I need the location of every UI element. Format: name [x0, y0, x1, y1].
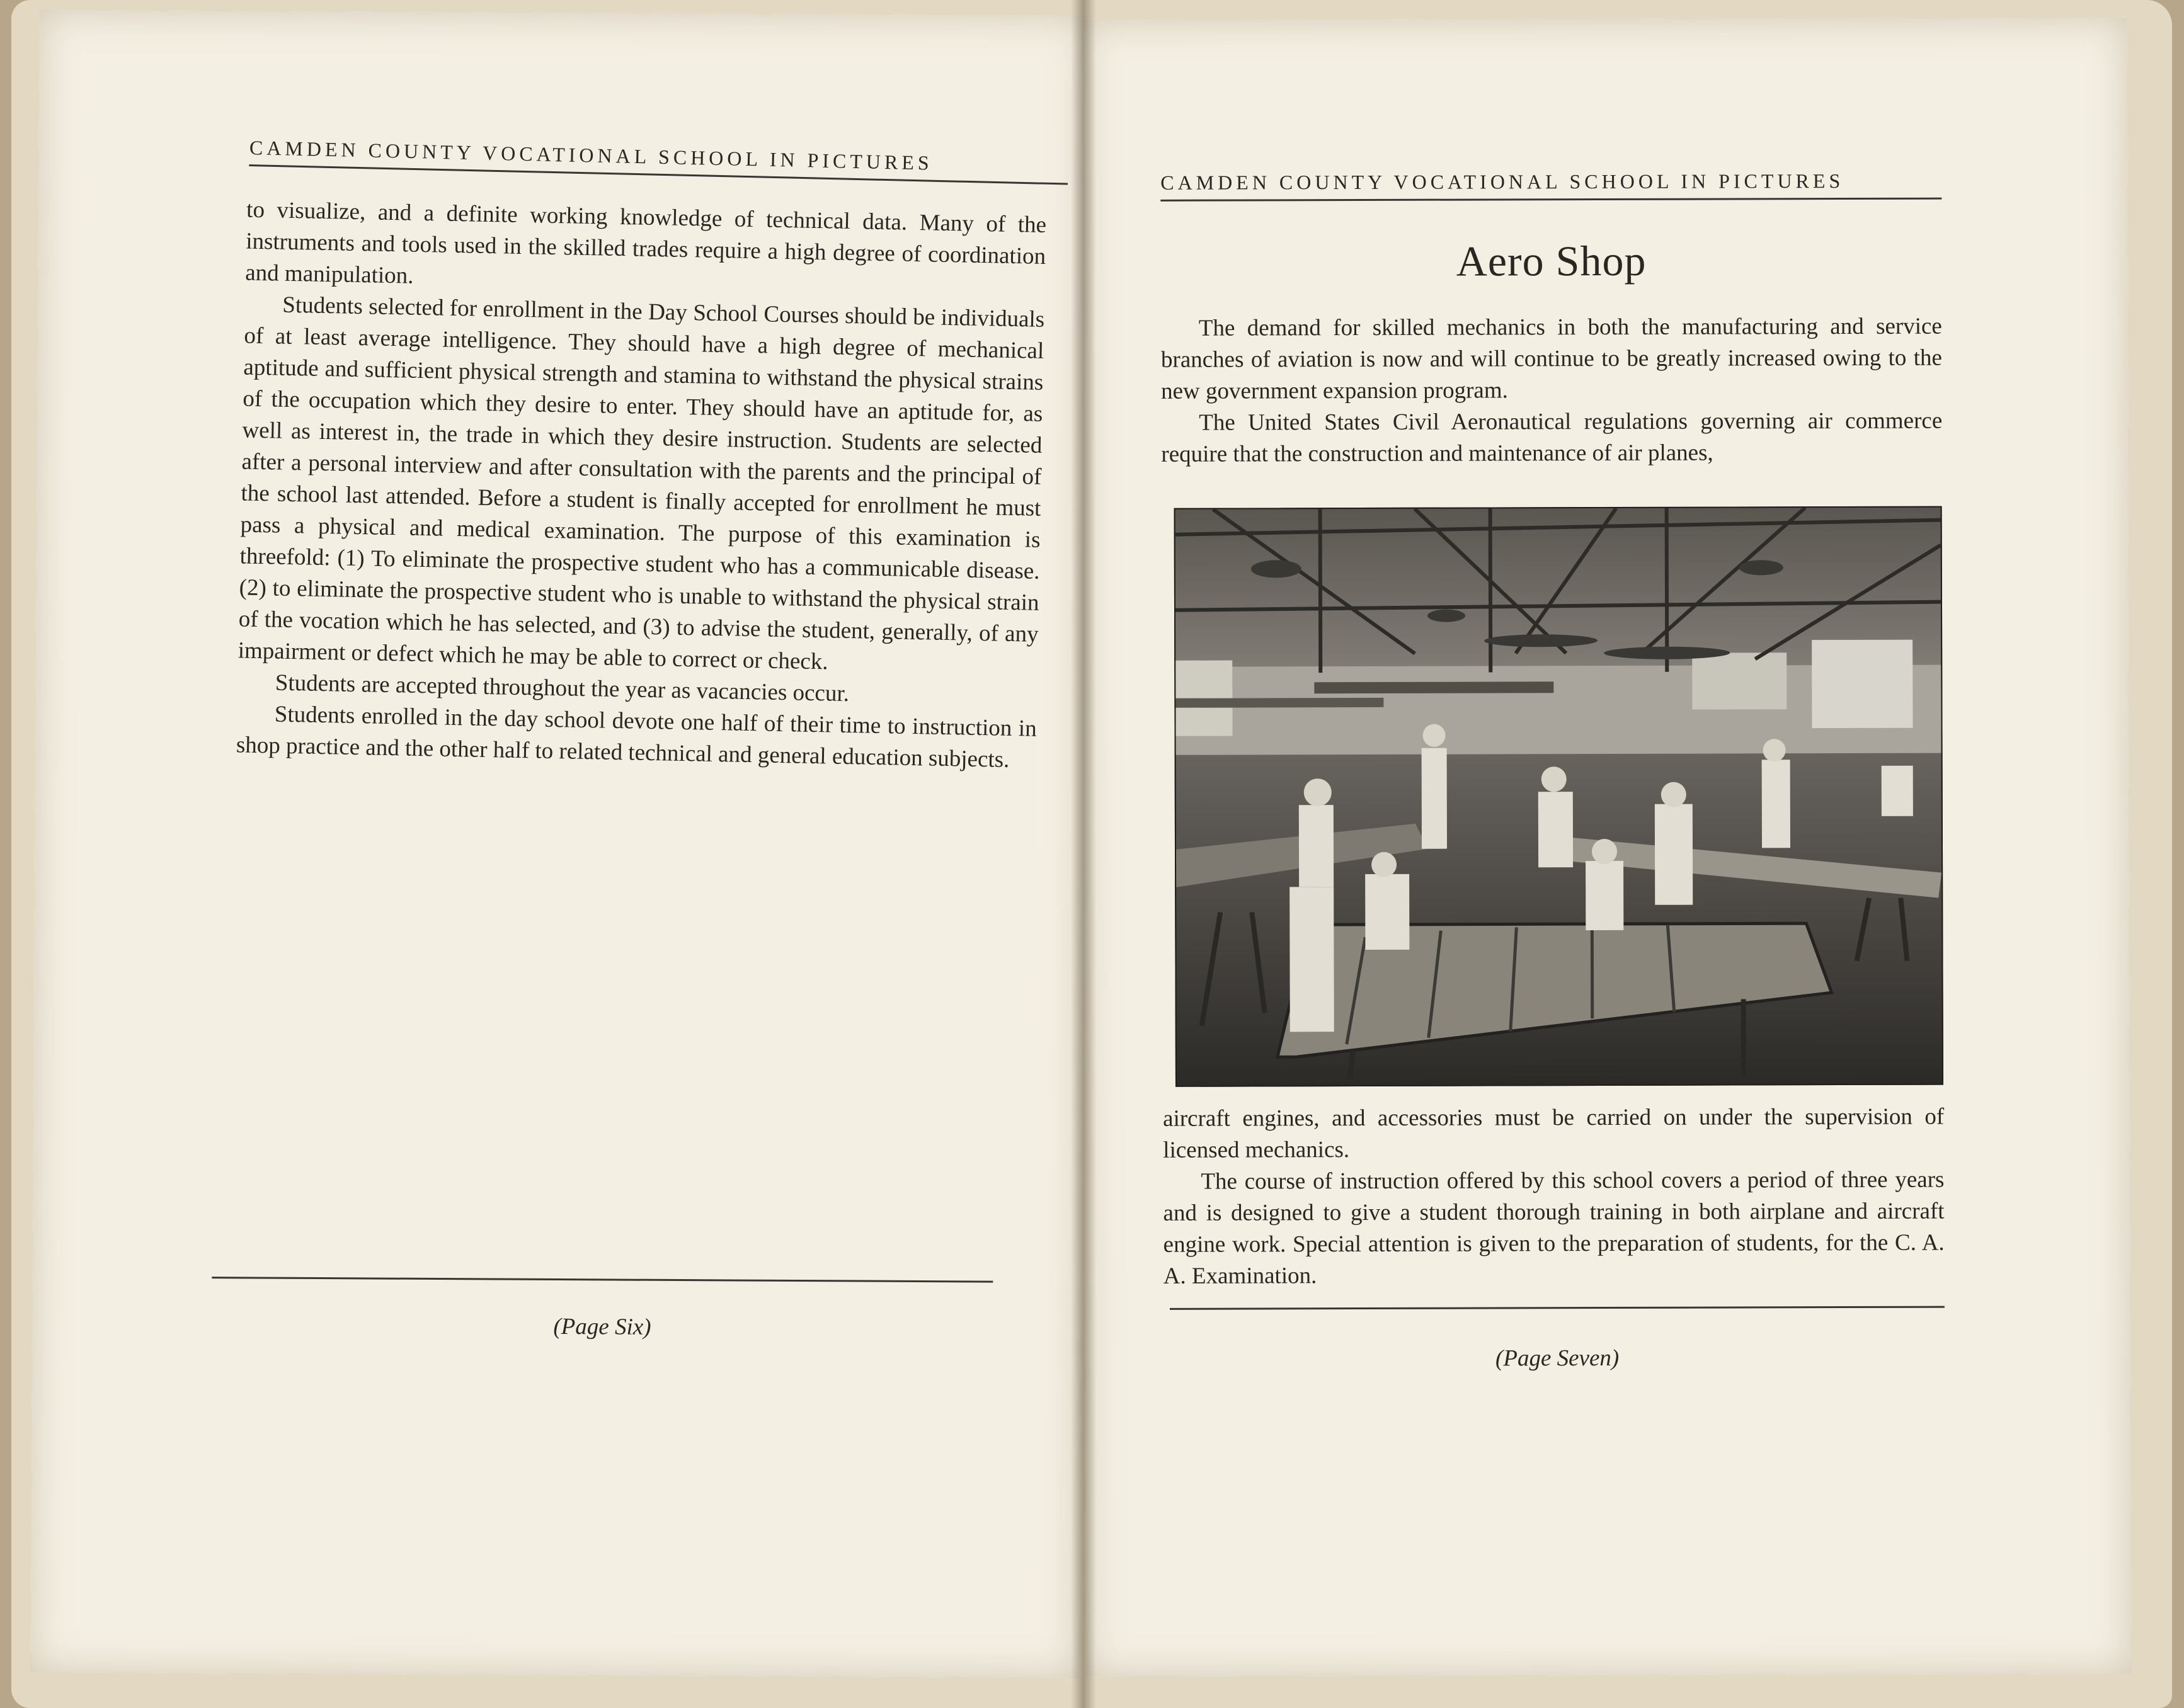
page-title: Aero Shop [1456, 236, 1647, 285]
outro-text [1163, 1102, 1945, 1292]
left-page [30, 10, 1088, 1678]
running-head: CAMDEN COUNTY VOCATIONAL SCHOOL IN PICTURES [1160, 169, 1941, 202]
running-head: CAMDEN COUNTY VOCATIONAL SCHOOL IN PICTURES [249, 136, 1068, 185]
paragraph: The United States Civil Aeronautical regulations governing air commerce require that the construction and maintenance of air planes, [1161, 407, 1943, 467]
footer-rule [212, 1277, 993, 1282]
paragraph: Students are accepted throughout the year as vacancies occur. [275, 669, 850, 707]
footer-rule [1170, 1306, 1945, 1310]
paragraph: The demand for skilled mechanics in both the manufacturing and service branches of aviation is now and will continue to be greatly increased owing to the new government expansion program. [1160, 313, 1943, 404]
body-text [236, 195, 1046, 777]
paragraph: to visualize, and a definite working knowledge of technical data. Many of the instruments and tools used in the skilled trades require a high degree of coordination and manipulation. [244, 196, 1047, 289]
book-gutter [1071, 0, 1096, 1708]
right-page [1082, 18, 2132, 1677]
paragraph: Students selected for enrollment in the Day School Courses should be individuals of at least average intelligence. They should have a high degree of mechanical aptitude and sufficient physical strength and stamina to withstand the physical strains of the occupation which they desire to enter. They should have an aptitude for, as well as interest in, the trade in which they desire instruction. Students are selected after a personal interview and after consultation with the parents and the principal of the school last attended. Before a student is finally accepted for enrollment he must pass a physical and medical examination. The purpose of this examination is threefold: (1) To eliminate the prospective student who has a communicable disease. (2) to eliminate the prospective student who is unable to withstand the physical strain of the vocation which he has selected, and (3) to advise the student, generally, of any impairment or defect which he may be able to correct or check. [237, 292, 1045, 675]
aero-shop-photo [1174, 506, 1943, 1087]
page-number: (Page Seven) [1495, 1345, 1620, 1372]
paragraph: Students enrolled in the day school devote one half of their time to instruction in shop practice and the other half to related technical and general education subjects. [236, 701, 1038, 773]
intro-text [1161, 311, 1943, 470]
page-number: (Page Six) [553, 1313, 651, 1340]
paragraph: aircraft engines, and accessories must be carried on under the supervision of licensed mechanics. [1163, 1103, 1945, 1163]
workshop-image [1175, 508, 1942, 1086]
paragraph: The course of instruction offered by this school covers a period of three years and is designed to give a student thorough training in both airplane and aircraft engine work. Special attention is given to the preparation of students, for the C. A. A. Examination. [1163, 1166, 1945, 1289]
